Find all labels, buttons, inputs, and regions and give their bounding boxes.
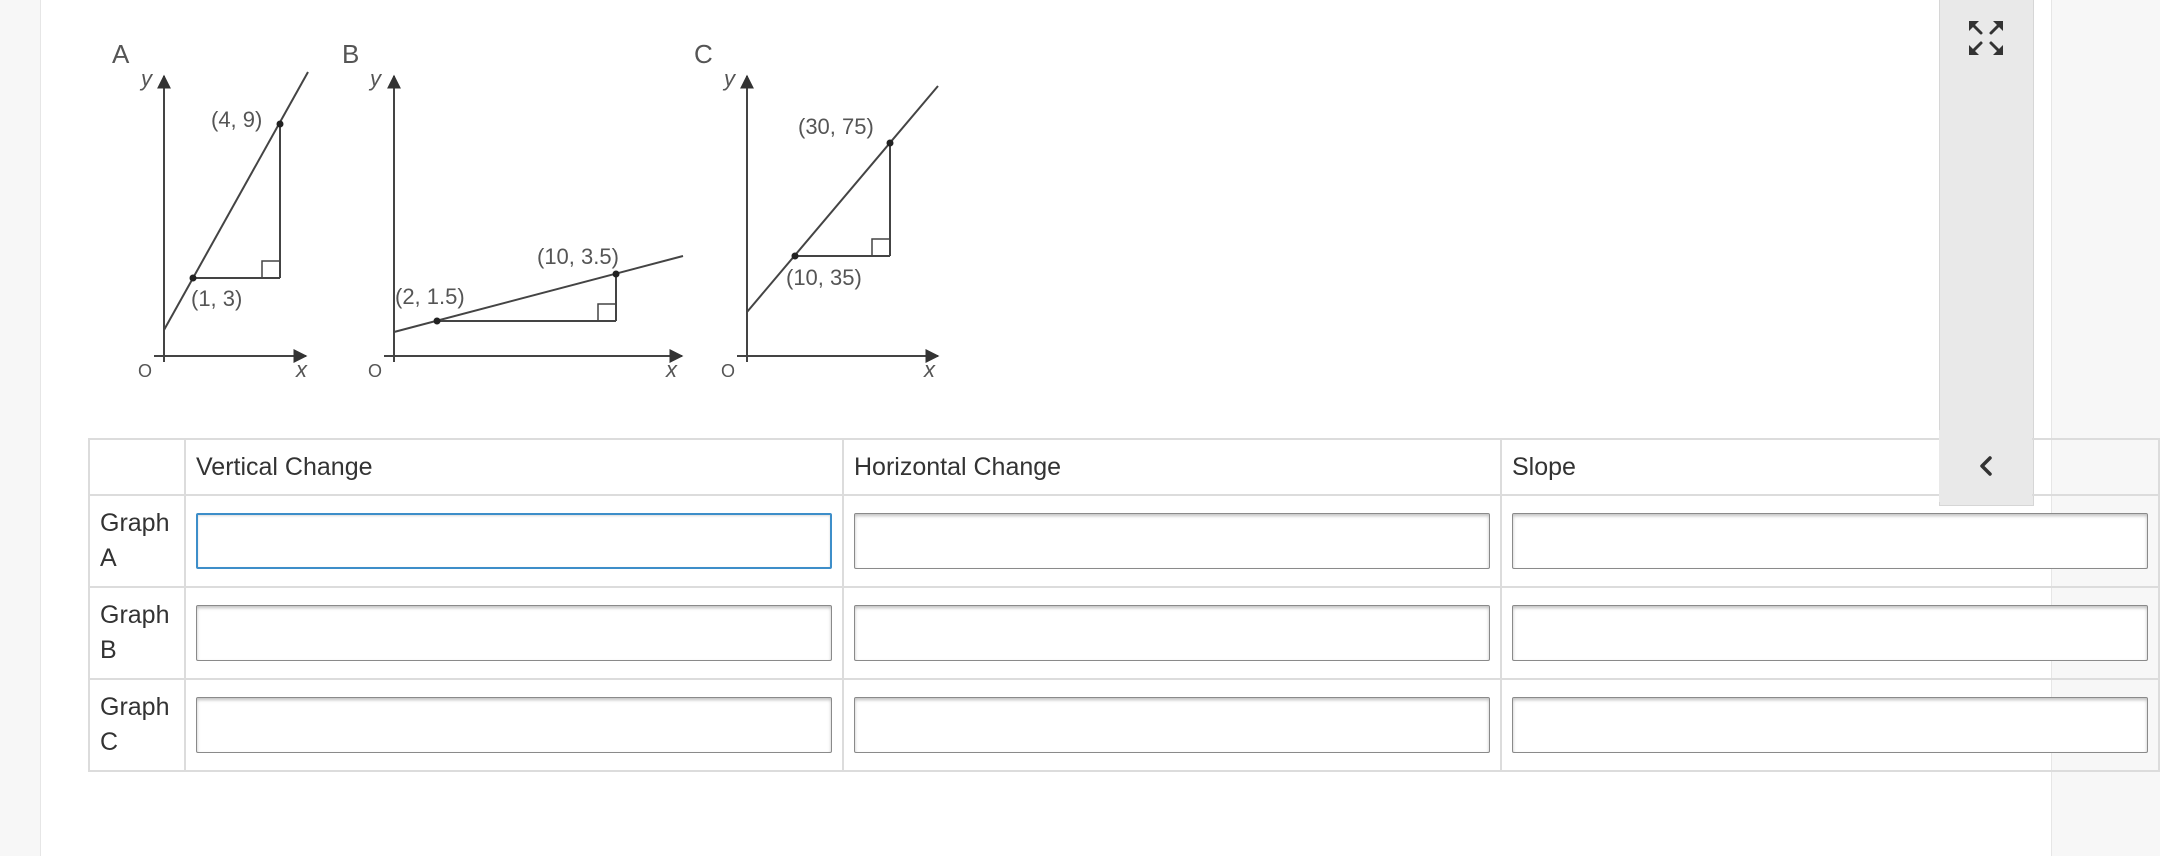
table-row <box>89 495 2159 587</box>
graph-b-point-1-label: (2, 1.5) <box>395 284 465 309</box>
graph-c-horizontal-change-input[interactable] <box>854 697 1490 753</box>
graph-a-x-label: x <box>296 357 307 382</box>
graph-b-x-label: x <box>666 357 677 382</box>
graph-c-vertical-change-input[interactable] <box>196 697 832 753</box>
graph-c <box>694 39 938 382</box>
graph-a-y-label: y <box>141 66 152 91</box>
graph-c-slope-input[interactable] <box>1512 697 2148 753</box>
chevron-left-icon <box>1976 454 1996 478</box>
graph-b-y-label: y <box>370 66 381 91</box>
table-header-row <box>89 439 2159 495</box>
graph-a-label: A <box>112 39 130 69</box>
header-slope-label: Slope <box>1512 452 1576 481</box>
graph-c-label: C <box>694 39 713 69</box>
expand-arrows-icon <box>1966 18 2006 58</box>
graph-a-point-2-label: (4, 9) <box>211 107 263 132</box>
table-row <box>89 679 2159 771</box>
graph-a <box>112 39 308 382</box>
header-horizontal-change <box>843 439 1501 495</box>
graph-a-right-angle <box>262 261 280 278</box>
graph-c-right-angle <box>872 239 890 256</box>
graph-b-slope-input[interactable] <box>1512 605 2148 661</box>
graph-b-label: B <box>342 39 360 69</box>
header-vertical-change-label: Vertical Change <box>196 452 373 481</box>
header-horizontal-change-label: Horizontal Change <box>854 452 1062 481</box>
graph-a-origin-label: O <box>138 361 153 381</box>
graph-a-point-1-label: (1, 3) <box>191 286 243 311</box>
graph-c-point-1 <box>792 253 799 260</box>
row-label-graph-b: Graph B <box>100 601 170 664</box>
graph-c-point-2 <box>887 140 894 147</box>
header-empty <box>89 439 185 495</box>
row-label-graph-a: Graph A <box>100 509 170 572</box>
graph-b-right-angle <box>598 304 616 321</box>
graph-b-vertical-change-input[interactable] <box>196 605 832 661</box>
graph-a-slope-input[interactable] <box>1512 513 2148 569</box>
graph-b-point-2-label: (10, 3.5) <box>537 244 619 269</box>
row-label-graph-c: Graph C <box>100 693 170 756</box>
graph-b-point-2 <box>613 271 620 278</box>
graph-a-point-2 <box>277 121 284 128</box>
graph-c-point-2-label: (30, 75) <box>798 114 874 139</box>
graph-c-origin-label: O <box>721 361 736 381</box>
answer-table <box>88 438 2160 772</box>
graph-b-origin-label: O <box>368 361 383 381</box>
header-slope <box>1501 439 2159 495</box>
graph-a-point-1 <box>190 275 197 282</box>
graph-c-y-label: y <box>724 66 735 91</box>
graph-a-vertical-change-input[interactable] <box>196 513 832 569</box>
expand-button[interactable] <box>1966 18 2006 58</box>
graph-b-point-1 <box>434 318 441 325</box>
graph-a-horizontal-change-input[interactable] <box>854 513 1490 569</box>
graph-b-horizontal-change-input[interactable] <box>854 605 1490 661</box>
graph-c-point-1-label: (10, 35) <box>786 265 862 290</box>
graphs-illustration <box>0 0 1000 400</box>
graph-c-x-label: x <box>924 357 935 382</box>
graph-b <box>342 39 683 382</box>
header-vertical-change <box>185 439 843 495</box>
table-row <box>89 587 2159 679</box>
collapse-panel-button[interactable] <box>1939 430 2032 502</box>
